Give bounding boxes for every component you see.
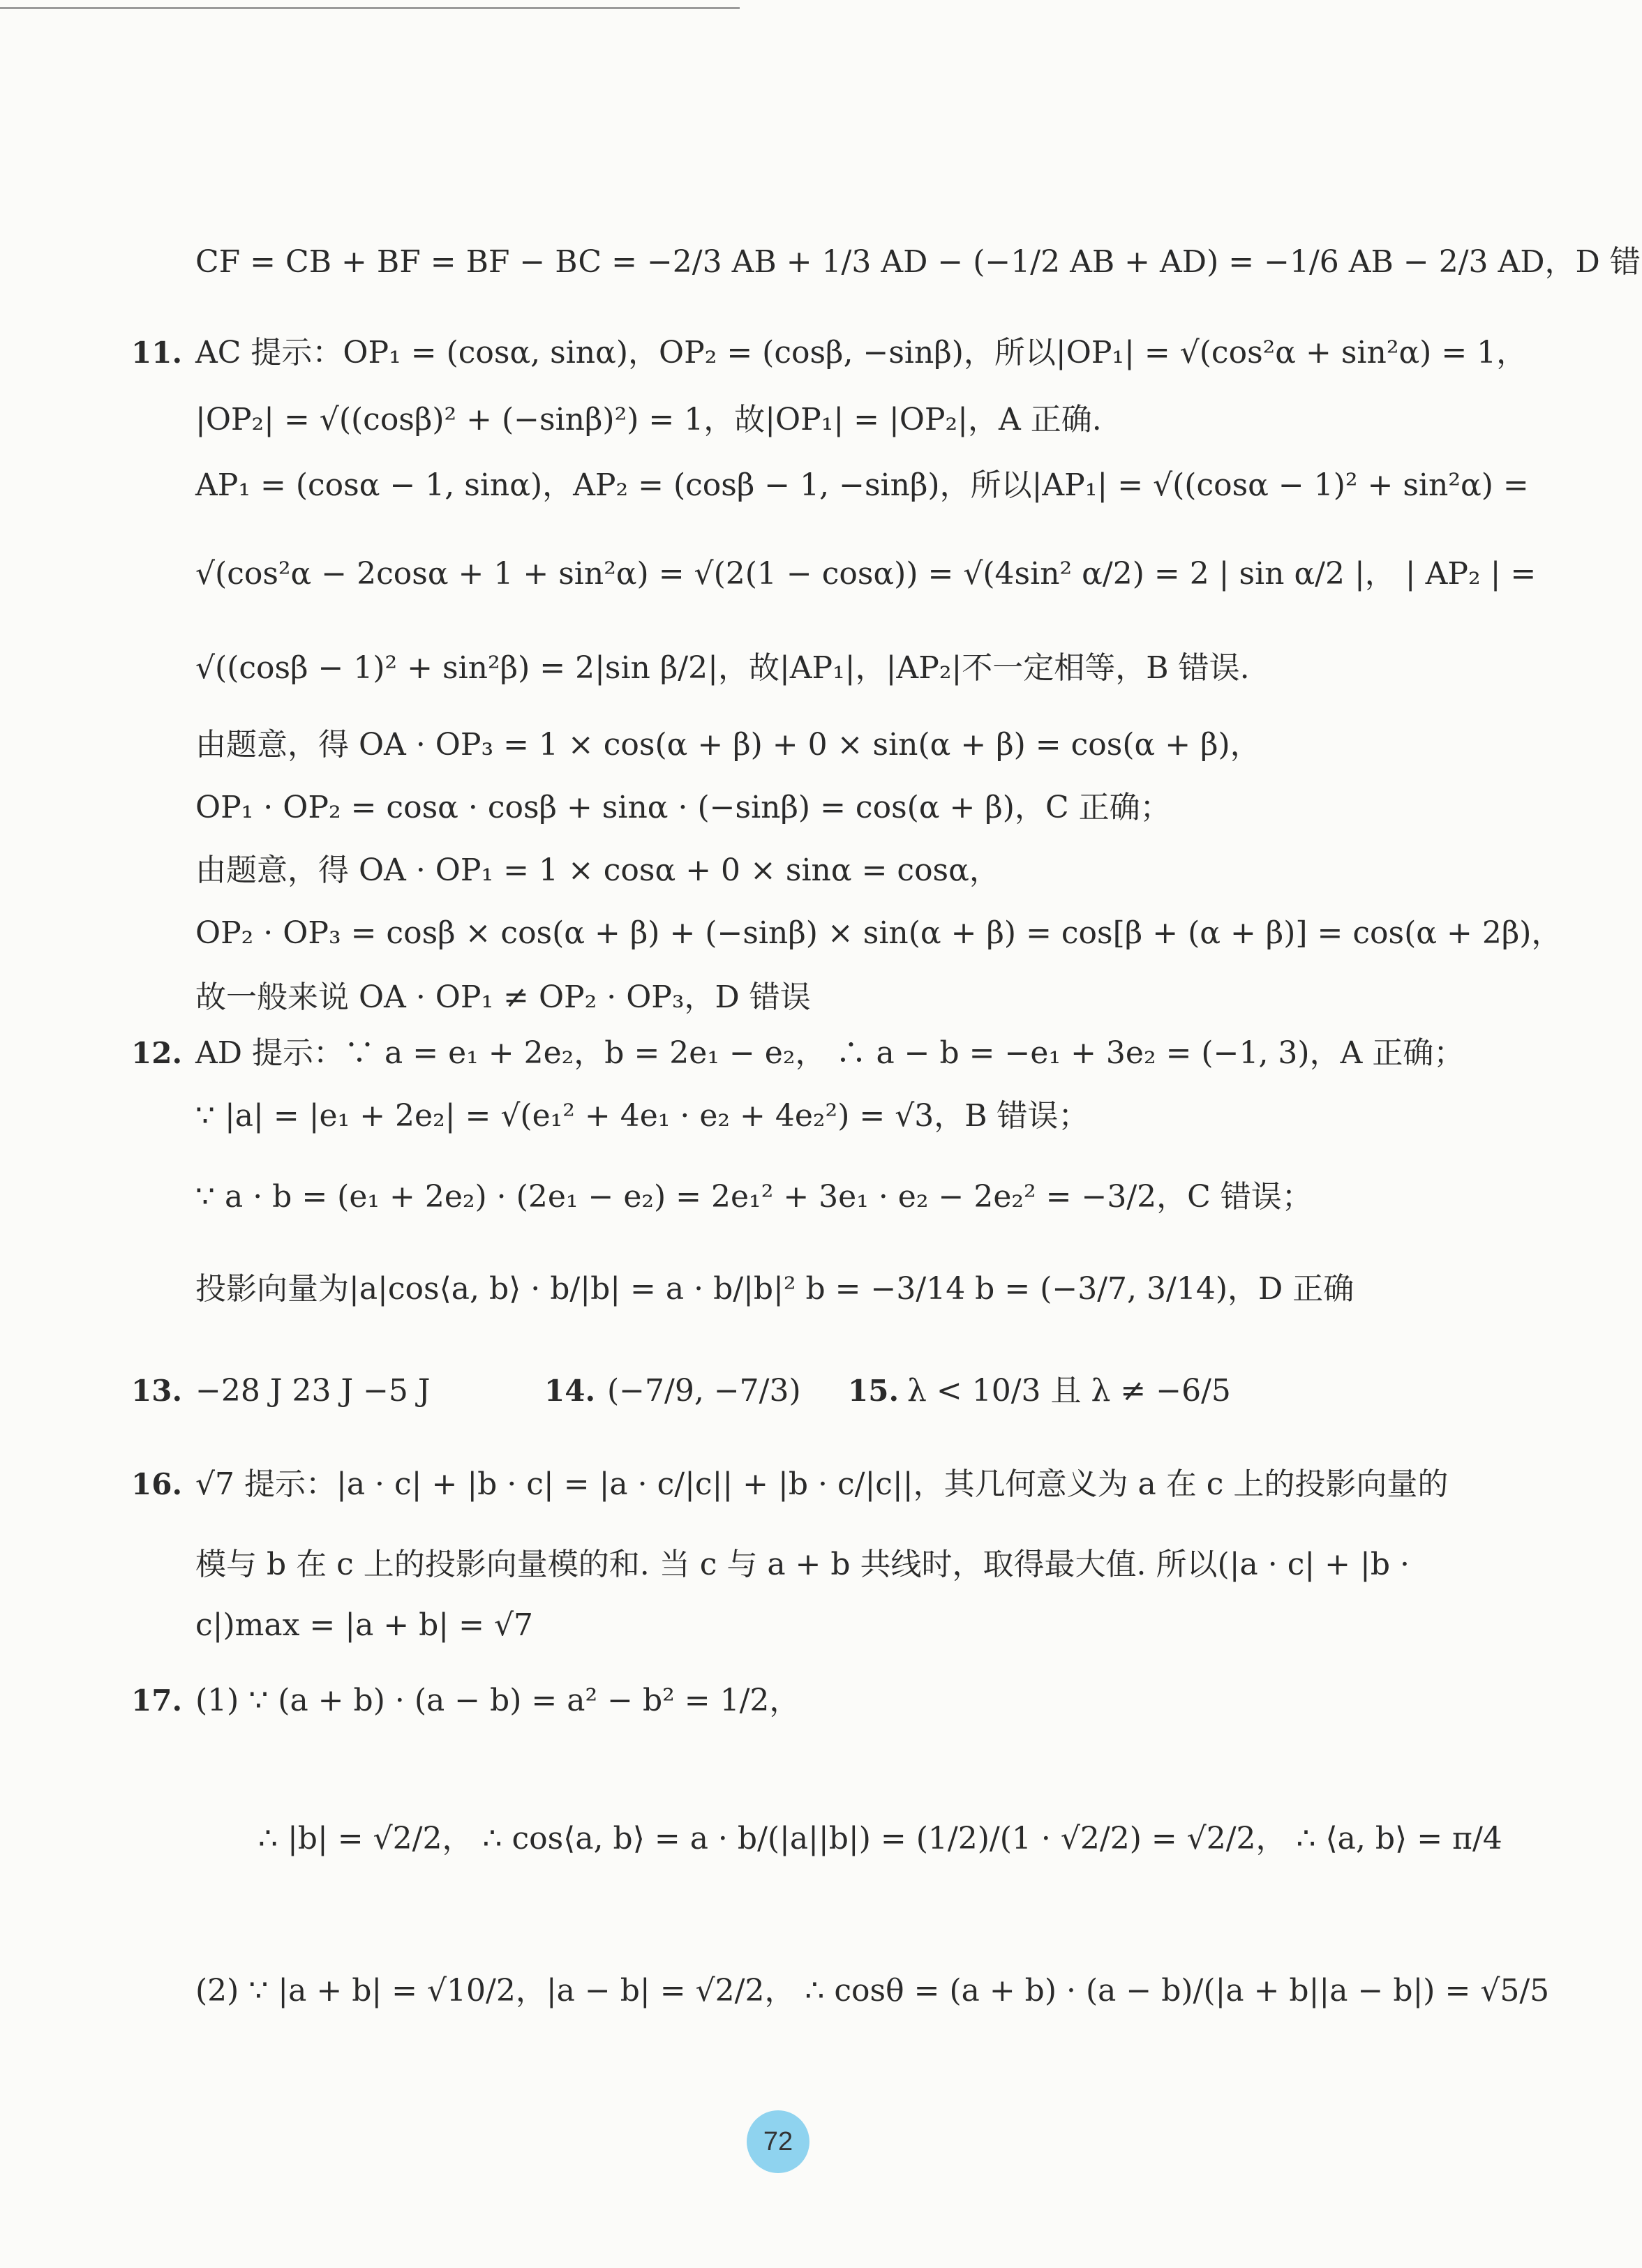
text-line: 模与 b 在 c 上的投影向量模的和. 当 c 与 a + b 共线时，取得最大值. 所以(|a · c| + |b · [195, 1547, 1410, 1582]
text-line: ∴ |b| = √2/2， ∴ cos⟨a, b⟩ = a · b/(|a||b|) = (1/2)/(1 · √2/2) = √2/2， ∴ ⟨a, b⟩ = π/4 [258, 1821, 1502, 1856]
text-line: 故一般来说 OA · OP₁ ≠ OP₂ · OP₃，D 错误 [195, 979, 811, 1015]
page-number-badge [747, 2110, 809, 2173]
text-line: 由题意，得 OA · OP₁ = 1 × cosα + 0 × sinα = cosα， [195, 853, 1000, 888]
page-number: 72 [763, 2126, 793, 2156]
text-line: √((cosβ − 1)² + sin²β) = 2|sin β/2|，故|AP₁|，|AP₂|不一定相等，B 错误. [195, 650, 1250, 686]
text-line: √7 提示：|a · c| + |b · c| = |a · c/|c|| + |b · c/|c||，其几何意义为 a 在 c 上的投影向量的 [195, 1466, 1449, 1502]
text-line: OP₂ · OP₃ = cosβ × cos(α + β) + (−sinβ) × sin(α + β) = cos[β + (α + β)] = cos(α + 2β)， [195, 915, 1562, 951]
question-number: 11. [131, 336, 183, 370]
question-number: 13. [131, 1374, 183, 1408]
text-line: ∵ a · b = (e₁ + 2e₂) · (2e₁ − e₂) = 2e₁² + 3e₁ · e₂ − 2e₂² = −3/2，C 错误； [195, 1179, 1313, 1215]
text-line: √(cos²α − 2cosα + 1 + sin²α) = √(2(1 − cosα)) = √(4sin² α/2) = 2 | sin α/2 |， | AP₂ | = [195, 556, 1537, 592]
text-line: c|)max = |a + b| = √7 [195, 1607, 533, 1643]
text-line: (−7/9, −7/3) [607, 1373, 801, 1409]
text-line: −28 J 23 J −5 J [195, 1373, 431, 1409]
text-line: (2) ∵ |a + b| = √10/2，|a − b| = √2/2， ∴ cosθ = (a + b) · (a − b)/(|a + b||a − b|) = √5/5 [195, 1973, 1550, 2008]
text-line: (1) ∵ (a + b) · (a − b) = a² − b² = 1/2， [195, 1683, 800, 1718]
question-number: 16. [131, 1467, 183, 1501]
question-number: 14. [544, 1374, 596, 1408]
top-border-line [0, 7, 740, 9]
question-number: 15. [848, 1374, 900, 1408]
question-number: 17. [131, 1683, 183, 1718]
text-line: 投影向量为|a|cos⟨a, b⟩ · b/|b| = a · b/|b|² b = −3/14 b = (−3/7, 3/14)，D 正确 [195, 1271, 1354, 1307]
text-line: AP₁ = (cosα − 1, sinα)，AP₂ = (cosβ − 1, −sinβ)，所以|AP₁| = √((cosα − 1)² + sin²α) = [195, 467, 1529, 503]
text-line: AD 提示：∵ a = e₁ + 2e₂，b = 2e₁ − e₂， ∴ a − b = −e₁ + 3e₂ = (−1, 3)，A 正确； [195, 1035, 1465, 1071]
text-line: 由题意，得 OA · OP₃ = 1 × cos(α + β) + 0 × sin(α + β) = cos(α + β)， [195, 727, 1261, 763]
question-number: 12. [131, 1036, 183, 1070]
text-line: OP₁ · OP₂ = cosα · cosβ + sinα · (−sinβ) = cos(α + β)，C 正确； [195, 790, 1171, 825]
text-line: AC 提示：OP₁ = (cosα, sinα)，OP₂ = (cosβ, −sinβ)，所以|OP₁| = √(cos²α + sin²α) = 1， [195, 335, 1528, 370]
text-line: λ < 10/3 且 λ ≠ −6/5 [907, 1373, 1231, 1409]
text-line: ∵ |a| = |e₁ + 2e₂| = √(e₁² + 4e₁ · e₂ + 4e₂²) = √3，B 错误； [195, 1098, 1089, 1134]
text-line: CF = CB + BF = BF − BC = −2/3 AB + 1/3 AD − (−1/2 AB + AD) = −1/6 AB − 2/3 AD，D 错 [195, 244, 1641, 280]
text-line: |OP₂| = √((cosβ)² + (−sinβ)²) = 1，故|OP₁| = |OP₂|，A 正确. [195, 402, 1102, 437]
